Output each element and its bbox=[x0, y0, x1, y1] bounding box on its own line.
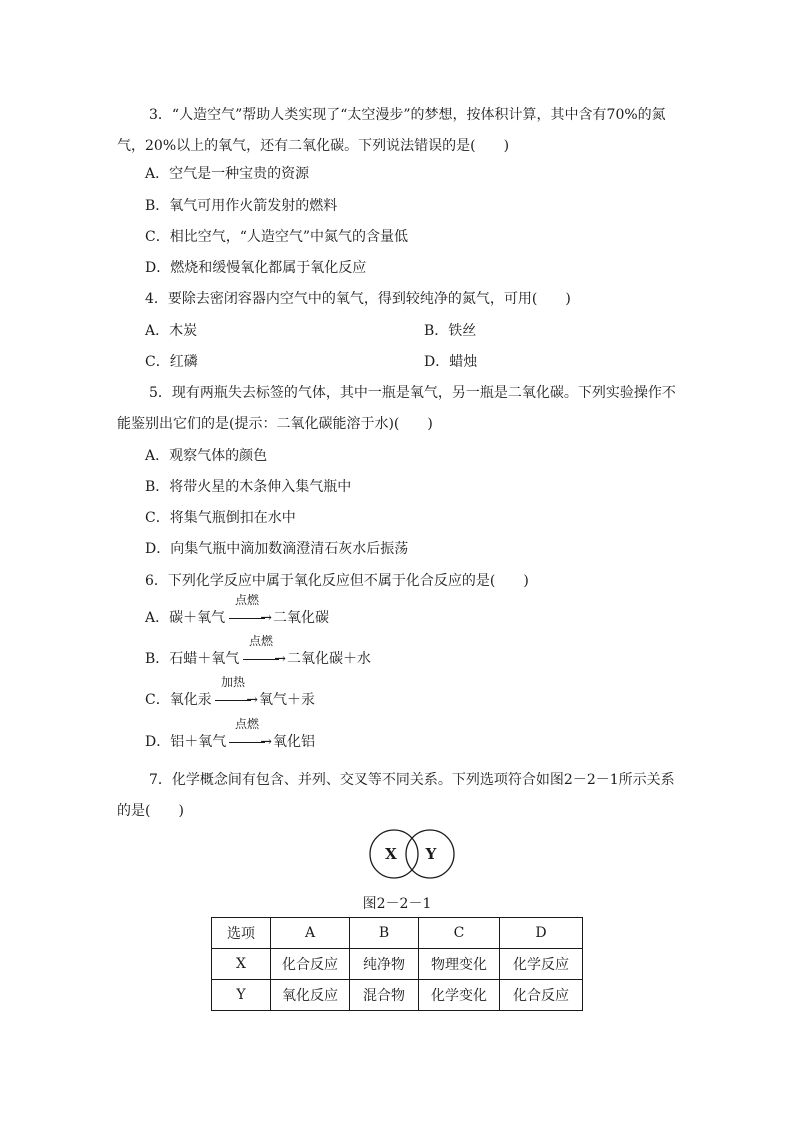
question-5-stem: 5．现有两瓶失去标签的气体，其中一瓶是氧气，另一瓶是二氧化碳。下列实验操作不能鉴别出它们的是(提示：二氧化碳能溶于水)( ) bbox=[117, 385, 676, 432]
arrow-head-icon: → bbox=[260, 734, 272, 750]
reaction-arrow bbox=[229, 717, 272, 752]
table-header-row bbox=[212, 918, 583, 949]
table-header-cell: D bbox=[500, 918, 583, 949]
table-cell: 氧化反应 bbox=[271, 980, 350, 1011]
option-d-reactants: D．铝＋氧气 bbox=[145, 734, 227, 750]
question-5-option-c: C．将集气瓶倒扣在水中 bbox=[145, 510, 296, 526]
table-cell: 物理变化 bbox=[419, 949, 500, 980]
reaction-arrow bbox=[243, 634, 286, 669]
table-cell: Y bbox=[212, 980, 271, 1011]
question-6-stem: 6．下列化学反应中属于氧化反应但不属于化合反应的是( ) bbox=[145, 573, 529, 589]
question-3-stem: 3．“人造空气”帮助人类实现了“太空漫步”的梦想，按体积计算，其中含有70%的氮气，20%以上的氧气，还有二氧化碳。下列说法错误的是( ) bbox=[117, 107, 666, 154]
table-row bbox=[212, 949, 583, 980]
option-b-products: 二氧化碳＋水 bbox=[287, 651, 371, 667]
arrow-head-icon: → bbox=[260, 610, 272, 626]
question-4-option-c: C．红磷 bbox=[145, 354, 198, 370]
table-header-cell: A bbox=[271, 918, 350, 949]
question-4-stem: 4．要除去密闭容器内空气中的氧气，得到较纯净的氮气，可用( ) bbox=[145, 291, 571, 307]
option-c-reactants: C．氧化汞 bbox=[145, 692, 212, 708]
table-cell: X bbox=[212, 949, 271, 980]
option-b-reactants: B．石蜡＋氧气 bbox=[145, 651, 240, 667]
table-header-cell: C bbox=[419, 918, 500, 949]
reaction-arrow bbox=[229, 593, 272, 628]
question-4-option-a: A．木炭 bbox=[145, 323, 198, 339]
table-cell: 混合物 bbox=[350, 980, 419, 1011]
table-cell: 化合反应 bbox=[500, 980, 583, 1011]
question-5-option-b: B．将带火星的木条伸入集气瓶中 bbox=[145, 479, 352, 495]
table-cell: 纯净物 bbox=[350, 949, 419, 980]
option-a-products: 二氧化碳 bbox=[273, 610, 329, 626]
venn-label-x: X bbox=[385, 845, 397, 863]
venn-label-y: Y bbox=[425, 845, 437, 863]
table-cell: 化合反应 bbox=[271, 949, 350, 980]
reaction-condition: 点燃 bbox=[235, 593, 260, 607]
question-5-option-a: A．观察气体的颜色 bbox=[145, 448, 268, 464]
option-c-products: 氧气＋汞 bbox=[259, 692, 315, 708]
reaction-condition: 加热 bbox=[221, 675, 246, 689]
venn-diagram bbox=[368, 828, 456, 880]
option-d-products: 氧化铝 bbox=[273, 734, 315, 750]
reaction-condition: 点燃 bbox=[235, 717, 260, 731]
table-cell: 化学变化 bbox=[419, 980, 500, 1011]
question-3-option-d: D．燃烧和缓慢氧化都属于氧化反应 bbox=[145, 260, 367, 276]
question-4-option-d: D．蜡烛 bbox=[424, 354, 478, 370]
question-3-option-c: C．相比空气，“人造空气”中氮气的含量低 bbox=[145, 229, 409, 245]
reaction-condition: 点燃 bbox=[249, 634, 274, 648]
question-7-stem: 7．化学概念间有包含、并列、交叉等不同关系。下列选项符合如图2－2－1所示关系的是( ) bbox=[117, 772, 675, 819]
question-4-option-b: B．铁丝 bbox=[424, 323, 477, 339]
option-a-reactants: A．碳＋氧气 bbox=[145, 610, 226, 626]
reaction-arrow bbox=[215, 675, 258, 710]
arrow-head-icon: → bbox=[274, 651, 286, 667]
question-3-option-a: A．空气是一种宝贵的资源 bbox=[145, 166, 310, 182]
table-header-cell: 选项 bbox=[212, 918, 271, 949]
table-header-cell: B bbox=[350, 918, 419, 949]
options-table bbox=[211, 917, 583, 1011]
question-5-option-d: D．向集气瓶中滴加数滴澄清石灰水后振荡 bbox=[145, 541, 409, 557]
table-row bbox=[212, 980, 583, 1011]
table-cell: 化学反应 bbox=[500, 949, 583, 980]
arrow-head-icon: → bbox=[246, 692, 258, 708]
figure-caption: 图2－2－1 bbox=[362, 896, 432, 912]
question-3-option-b: B．氧气可用作火箭发射的燃料 bbox=[145, 198, 338, 214]
